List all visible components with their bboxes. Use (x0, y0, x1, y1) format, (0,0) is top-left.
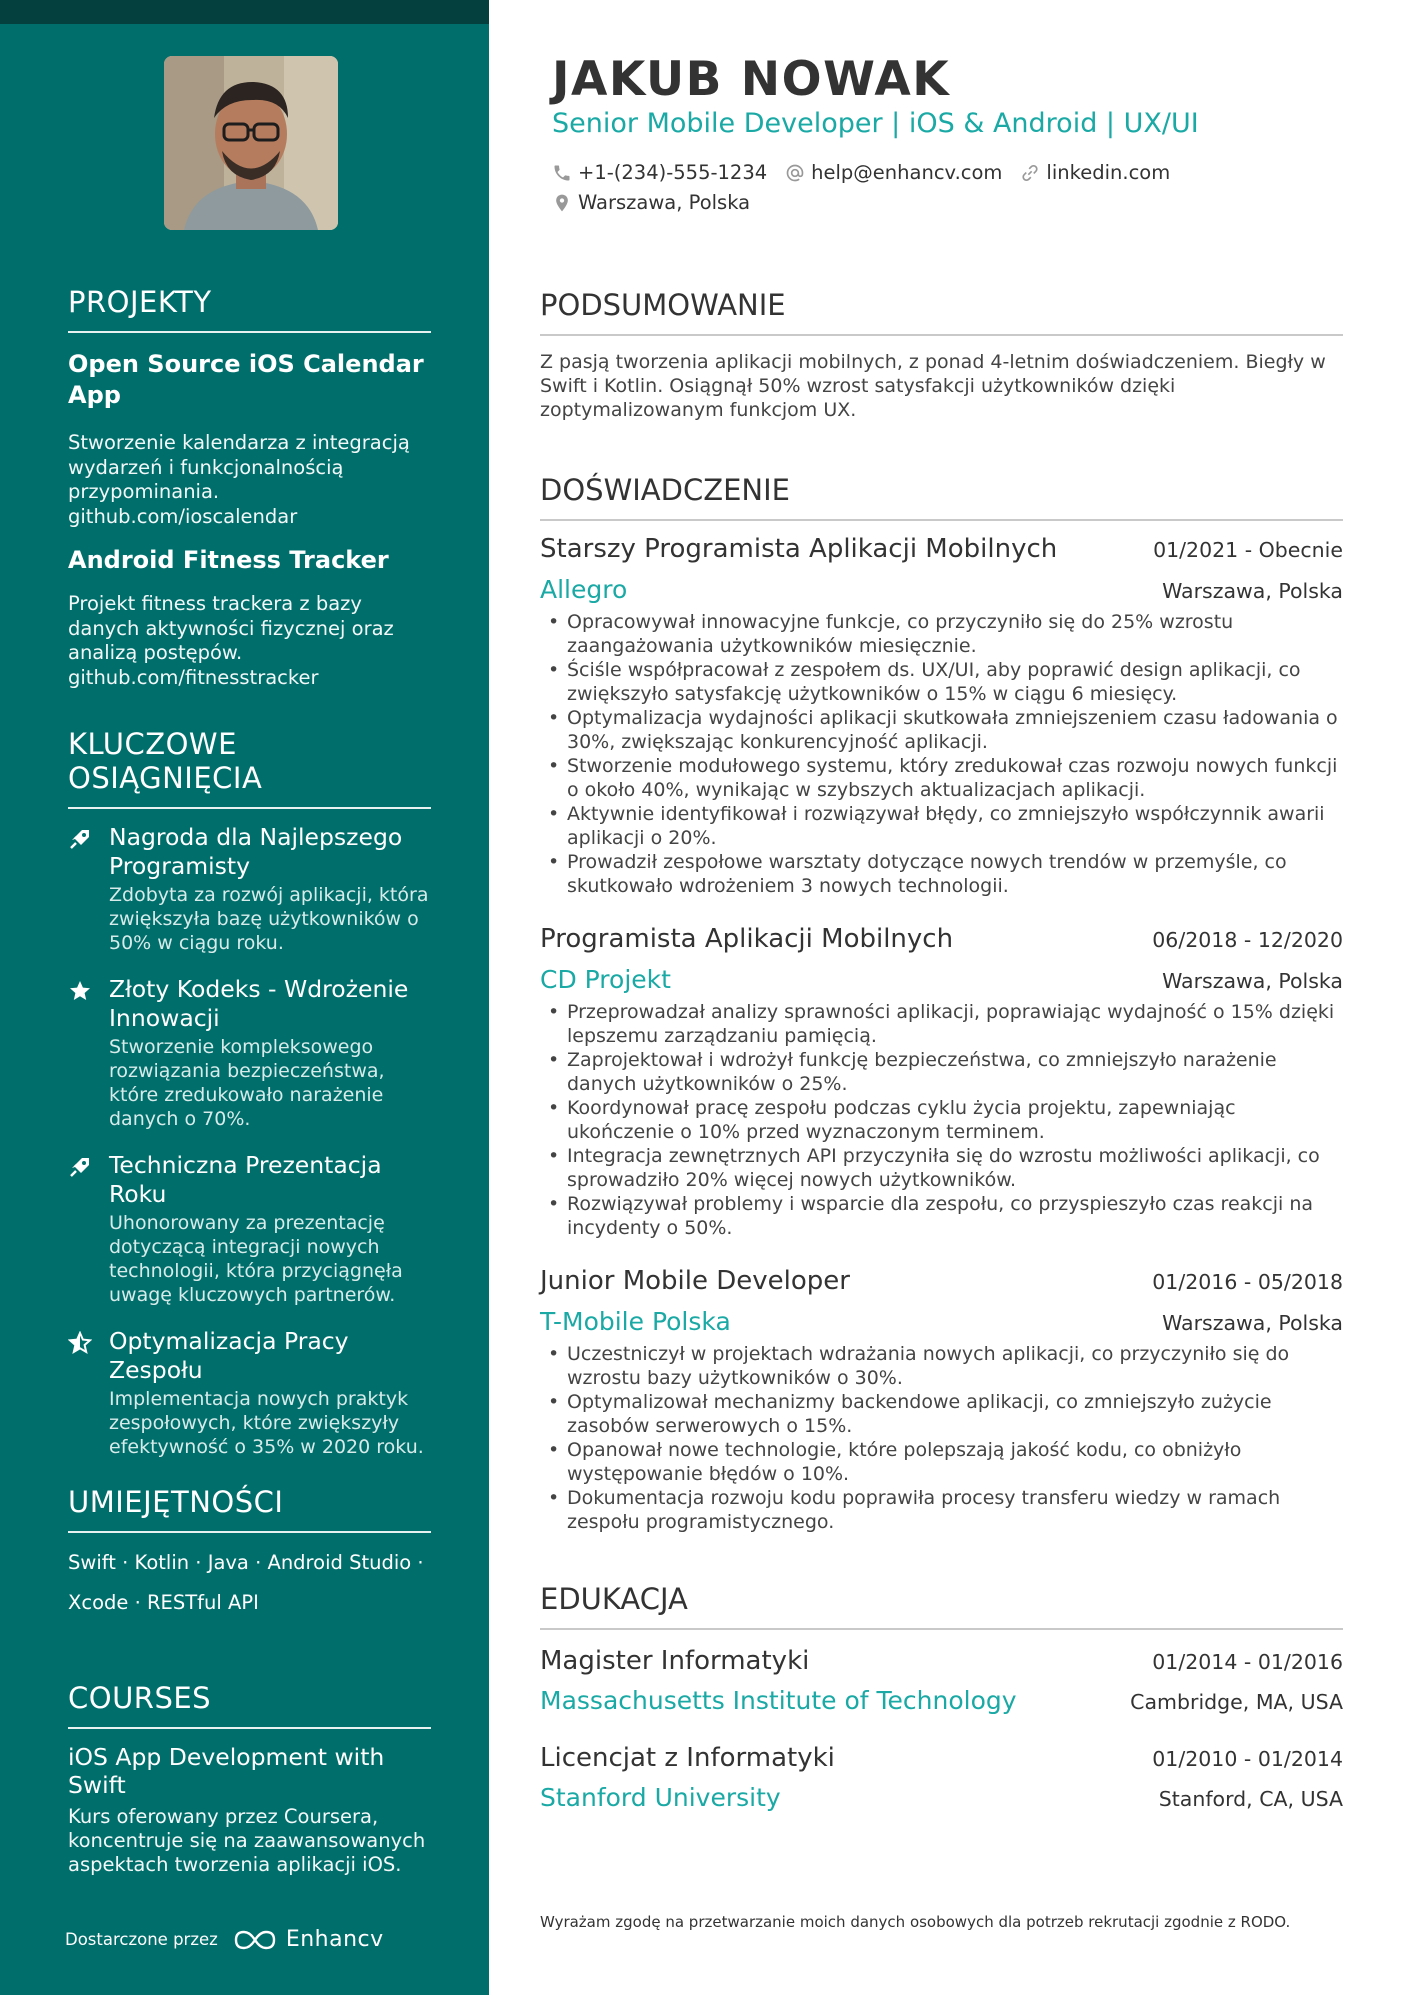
summary-text: Z pasją tworzenia aplikacji mobilnych, z ponad 4-letnim doświadczeniem. Biegły w Swift i Kotlin. Osiągnął 50% wzrost satysfakcji użytkowników dzięki zoptymalizowanym funkcjom UX. (540, 351, 1326, 421)
job-company: Allegro (540, 575, 628, 604)
education-header (540, 1743, 1343, 1773)
achievement-desc: Stworzenie kompleksowego rozwiązania bezpieczeństwa, które zredukowało narażenie danych o 70%. (109, 1036, 385, 1130)
contact-location (552, 191, 750, 214)
education-date: 01/2010 - 01/2014 (1152, 1747, 1343, 1771)
skills-list (68, 1543, 431, 1623)
profile-photo (164, 56, 338, 230)
list-item: • Opanował nowe technologie, które polepszają jakość kodu, co obniżyło występowanie błędów o 10%. (540, 1438, 1343, 1486)
achievements-title: KLUCZOWE OSIĄGNIĘCIA (68, 727, 431, 809)
job-company: CD Projekt (540, 965, 671, 994)
location-pin-icon (552, 193, 572, 213)
job-location: Warszawa, Polska (1162, 1311, 1343, 1335)
job-header (540, 534, 1343, 564)
job-title: Junior Mobile Developer (540, 1266, 850, 1296)
project-title: Android Fitness Tracker (68, 546, 389, 574)
link-icon (1020, 163, 1040, 183)
achievement-title: Optymalizacja Pracy Zespołu (109, 1327, 349, 1384)
project-desc: Stworzenie kalendarza z integracją wydarzeń i funkcjonalnością przypominania. github.com/ioscalendar (68, 431, 410, 528)
list-item: • Koordynował pracę zespołu podczas cyklu życia projektu, zapewniając ukończenie o 10% przed wyznaczonym terminem. (540, 1096, 1343, 1144)
rocket-icon (68, 827, 92, 851)
projects-section (68, 285, 431, 690)
job-location: Warszawa, Polska (1162, 579, 1343, 603)
skills-section (68, 1485, 431, 1623)
course-title: iOS App Development with Swift (68, 1743, 385, 1799)
at-icon (785, 163, 805, 183)
list-item: • Optymalizował mechanizmy backendowe aplikacji, co zmniejszyło zużycie zasobów serwerowych o 15%. (540, 1390, 1343, 1438)
contact-row (552, 191, 768, 214)
achievement-item (68, 1151, 431, 1307)
job-date: 01/2016 - 05/2018 (1152, 1270, 1343, 1294)
job-company-row (540, 965, 1343, 994)
candidate-role: Senior Mobile Developer | iOS & Android | UX/UI (552, 108, 1199, 139)
job-location: Warszawa, Polska (1162, 969, 1343, 993)
skills-title: UMIEJĘTNOŚCI (68, 1485, 431, 1533)
education-degree: Licencjat z Informatyki (540, 1743, 835, 1773)
list-item: • Optymalizacja wydajności aplikacji skutkowała zmniejszeniem czasu ładowania o 30%, zwiększając konkurencyjność aplikacji. (540, 706, 1343, 754)
list-item: • Przeprowadzał analizy sprawności aplikacji, poprawiając wydajność o 15% dzięki lepszemu zarządzaniu pamięcią. (540, 1000, 1343, 1048)
course-desc: Kurs oferowany przez Coursera, koncentruje się na zaawansowanych aspektach tworzenia aplikacji iOS. (68, 1805, 426, 1876)
courses-title: COURSES (68, 1681, 431, 1729)
achievement-desc: Implementacja nowych praktyk zespołowych, które zwiększyły efektywność o 35% w 2020 roku. (109, 1388, 424, 1458)
list-item: • Prowadził zespołowe warsztaty dotyczące nowych trendów w przemyśle, co skutkowało wdrożeniem 3 nowych technologii. (540, 850, 1343, 898)
achievements-section (68, 727, 431, 1459)
location-text: Warszawa, Polska (578, 191, 751, 214)
star-icon (68, 979, 92, 1003)
job-header (540, 1266, 1343, 1296)
enhancv-logo[interactable] (232, 1927, 384, 1952)
job-date: 06/2018 - 12/2020 (1152, 928, 1343, 952)
education-header (540, 1646, 1343, 1676)
job-bullets (540, 1342, 1343, 1534)
skills-line: Swift · Kotlin · Java · Android Studio · (68, 1551, 424, 1574)
project-item (68, 545, 431, 690)
job-company-row (540, 1307, 1343, 1336)
phone-icon (552, 163, 572, 183)
email-text: help@enhancv.com (811, 161, 1003, 184)
education-title: EDUKACJA (540, 1582, 1343, 1630)
job-date: 01/2021 - Obecnie (1153, 538, 1343, 562)
list-item: • Zaprojektował i wdrożył funkcję bezpieczeństwa, co zmniejszyło narażenie danych użytkowników o 25%. (540, 1048, 1343, 1096)
experience-title: DOŚWIADCZENIE (540, 473, 1343, 521)
education-school-row (540, 1783, 1343, 1812)
sidebar (0, 0, 489, 1995)
achievement-title: Techniczna Prezentacja Roku (109, 1151, 382, 1208)
education-school-row (540, 1686, 1343, 1715)
job-company: T-Mobile Polska (540, 1307, 731, 1336)
project-desc: Projekt fitness trackera z bazy danych aktywności fizycznej oraz analizą postępów. github.com/fitnesstracker (68, 592, 394, 689)
projects-title: PROJEKTY (68, 285, 431, 333)
achievement-item (68, 1327, 431, 1459)
list-item: • Integracja zewnętrznych API przyczyniła się do wzrostu możliwości aplikacji, co sprowadziło 20% więcej nowych użytkowników. (540, 1144, 1343, 1192)
linkedin-text: linkedin.com (1046, 161, 1171, 184)
contact-phone[interactable] (552, 161, 767, 184)
education-location: Stanford, CA, USA (1158, 1787, 1343, 1811)
list-item: • Opracowywał innowacyjne funkcje, co przyczyniło się do 25% wzrostu zaangażowania użytkowników miesięcznie. (540, 610, 1343, 658)
list-item: • Dokumentacja rozwoju kodu poprawiła procesy transferu wiedzy w ramach zespołu programistycznego. (540, 1486, 1343, 1534)
education-location: Cambridge, MA, USA (1130, 1690, 1343, 1714)
phone-text: +1-(234)-555-1234 (578, 161, 768, 184)
job-bullets (540, 1000, 1343, 1240)
job-company-row (540, 575, 1343, 604)
job-bullets (540, 610, 1343, 898)
list-item: • Ściśle współpracował z zespołem ds. UX/UI, aby poprawić design aplikacji, co zwiększyło satysfakcję użytkowników o 15% w ciągu 6 miesięcy. (540, 658, 1343, 706)
job-header (540, 924, 1343, 954)
contact-linkedin[interactable] (1020, 161, 1170, 184)
job-title: Starszy Programista Aplikacji Mobilnych (540, 534, 1058, 564)
list-item: • Stworzenie modułowego systemu, który zredukował czas rozwoju nowych funkcji o około 40%, wynikając w szybszych aktualizacjach aplikacji. (540, 754, 1343, 802)
infinity-logo-icon (232, 1929, 278, 1951)
gdpr-consent-note: Wyrażam zgodę na przetwarzanie moich danych osobowych dla potrzeb rekrutacji zgodnie z RODO. (540, 1913, 1291, 1931)
sidebar-top-bar (0, 0, 489, 24)
list-item: • Rozwiązywał problemy i wsparcie dla zespołu, co przyspieszyło czas reakcji na incydenty o 50%. (540, 1192, 1343, 1240)
brand-name: Enhancv (285, 1927, 384, 1952)
achievement-desc: Zdobyta za rozwój aplikacji, która zwiększyła bazę użytkowników o 50% w ciągu roku. (109, 884, 429, 954)
list-item: • Uczestniczył w projektach wdrażania nowych aplikacji, co przyczyniło się do wzrostu bazy użytkowników o 30%. (540, 1342, 1343, 1390)
contact-email[interactable] (785, 161, 1002, 184)
powered-by-label: Dostarczone przez (65, 1930, 218, 1949)
project-title: Open Source iOS Calendar App (68, 350, 424, 409)
education-degree: Magister Informatyki (540, 1646, 810, 1676)
summary-title: PODSUMOWANIE (540, 288, 1343, 336)
rocket-icon (68, 1155, 92, 1179)
education-school: Stanford University (540, 1783, 781, 1812)
half-star-icon (68, 1331, 92, 1355)
project-item (68, 349, 431, 529)
courses-section (68, 1681, 431, 1877)
candidate-name: JAKUB NOWAK (552, 52, 951, 107)
achievement-title: Nagroda dla Najlepszego Programisty (109, 823, 403, 880)
achievement-desc: Uhonorowany za prezentację dotyczącą integracji nowych technologii, która przyciągnęła uwagę kluczowych partnerów. (109, 1212, 403, 1306)
achievement-title: Złoty Kodeks - Wdrożenie Innowacji (109, 975, 409, 1032)
achievement-item (68, 823, 431, 955)
powered-by (65, 1927, 384, 1952)
education-school: Massachusetts Institute of Technology (540, 1686, 1017, 1715)
list-item: • Aktywnie identyfikował i rozwiązywał błędy, co zmniejszyło współczynnik awarii aplikacji o 20%. (540, 802, 1343, 850)
contact-row (552, 161, 1188, 184)
achievement-item (68, 975, 431, 1131)
job-title: Programista Aplikacji Mobilnych (540, 924, 954, 954)
skills-line: Xcode · RESTful API (68, 1591, 259, 1614)
education-date: 01/2014 - 01/2016 (1152, 1650, 1343, 1674)
